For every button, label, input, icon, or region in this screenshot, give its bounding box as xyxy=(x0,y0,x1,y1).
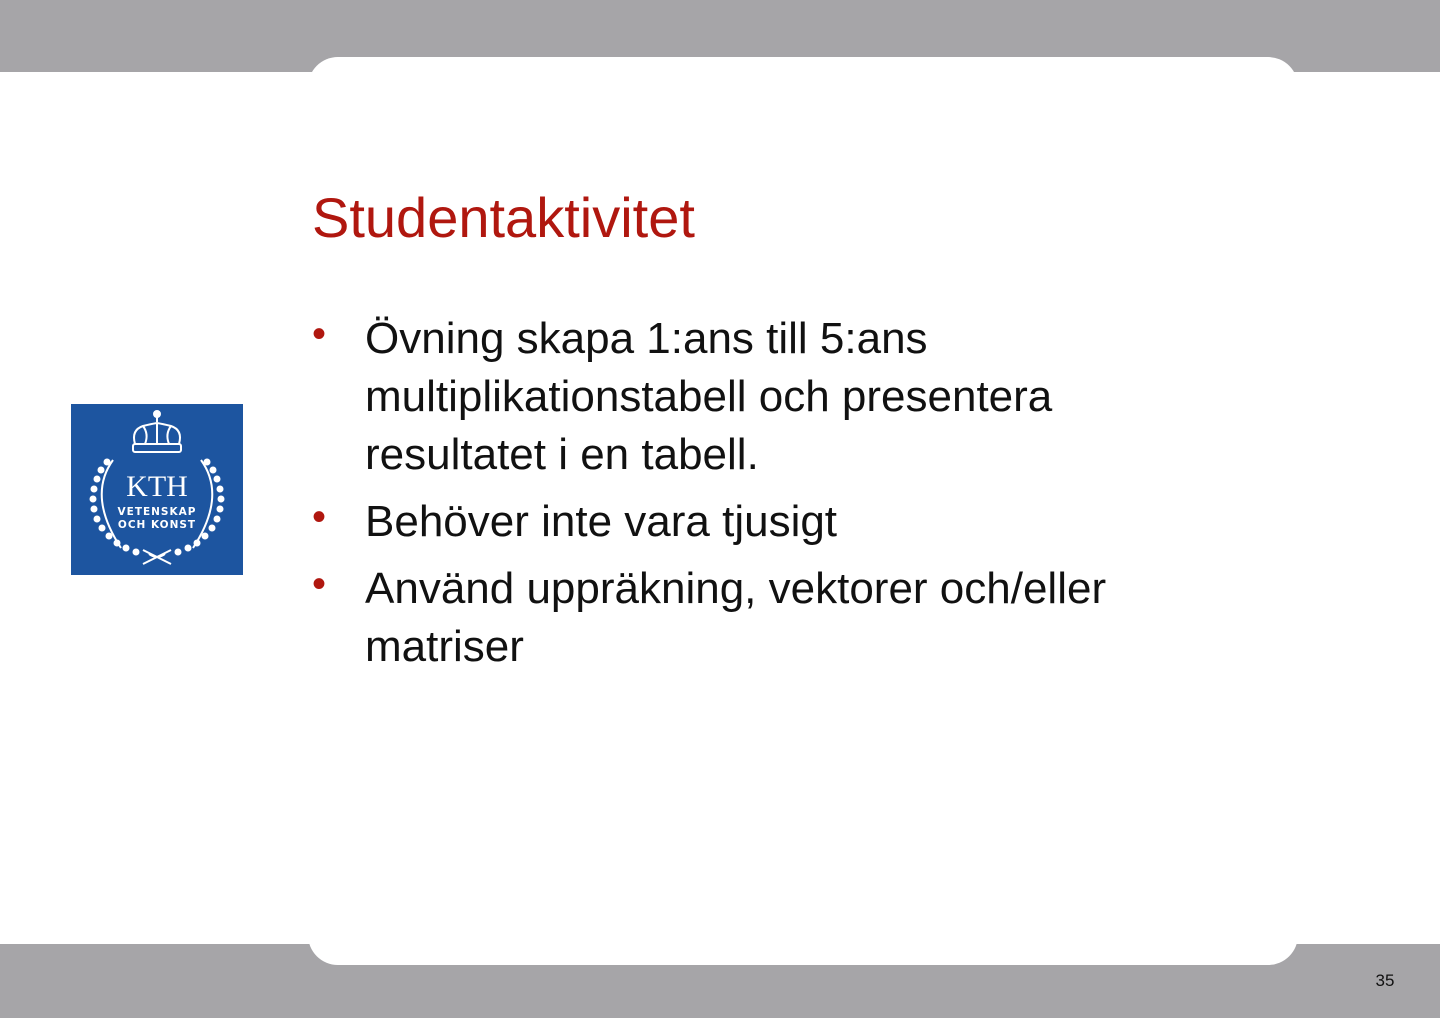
logo-text-line2: OCH KONST xyxy=(117,519,197,531)
bullet-text: Behöver inte vara tjusigt xyxy=(365,497,838,546)
bullet-item xyxy=(312,560,1212,676)
bullet-marker-icon: • xyxy=(312,495,327,539)
bullet-text: Övning skapa 1:ans till 5:ans multiplikationstabell och presentera resultatet i en tabell. xyxy=(365,314,1053,479)
kth-logo xyxy=(71,404,243,575)
bullet-marker-icon: • xyxy=(312,562,327,606)
slide-title: Studentaktivitet xyxy=(312,186,695,249)
bullet-text: Använd uppräkning, vektorer och/eller matriser xyxy=(365,564,1107,671)
logo-text-line1: VETENSKAP xyxy=(117,506,197,518)
bullet-list xyxy=(312,310,1212,685)
kth-emblem-icon xyxy=(71,404,243,575)
bullet-marker-icon: • xyxy=(312,312,327,356)
bullet-item xyxy=(312,310,1212,484)
page-number: 35 xyxy=(1375,971,1395,990)
bullet-item xyxy=(312,493,1212,551)
logo-text-main: KTH xyxy=(126,470,188,503)
